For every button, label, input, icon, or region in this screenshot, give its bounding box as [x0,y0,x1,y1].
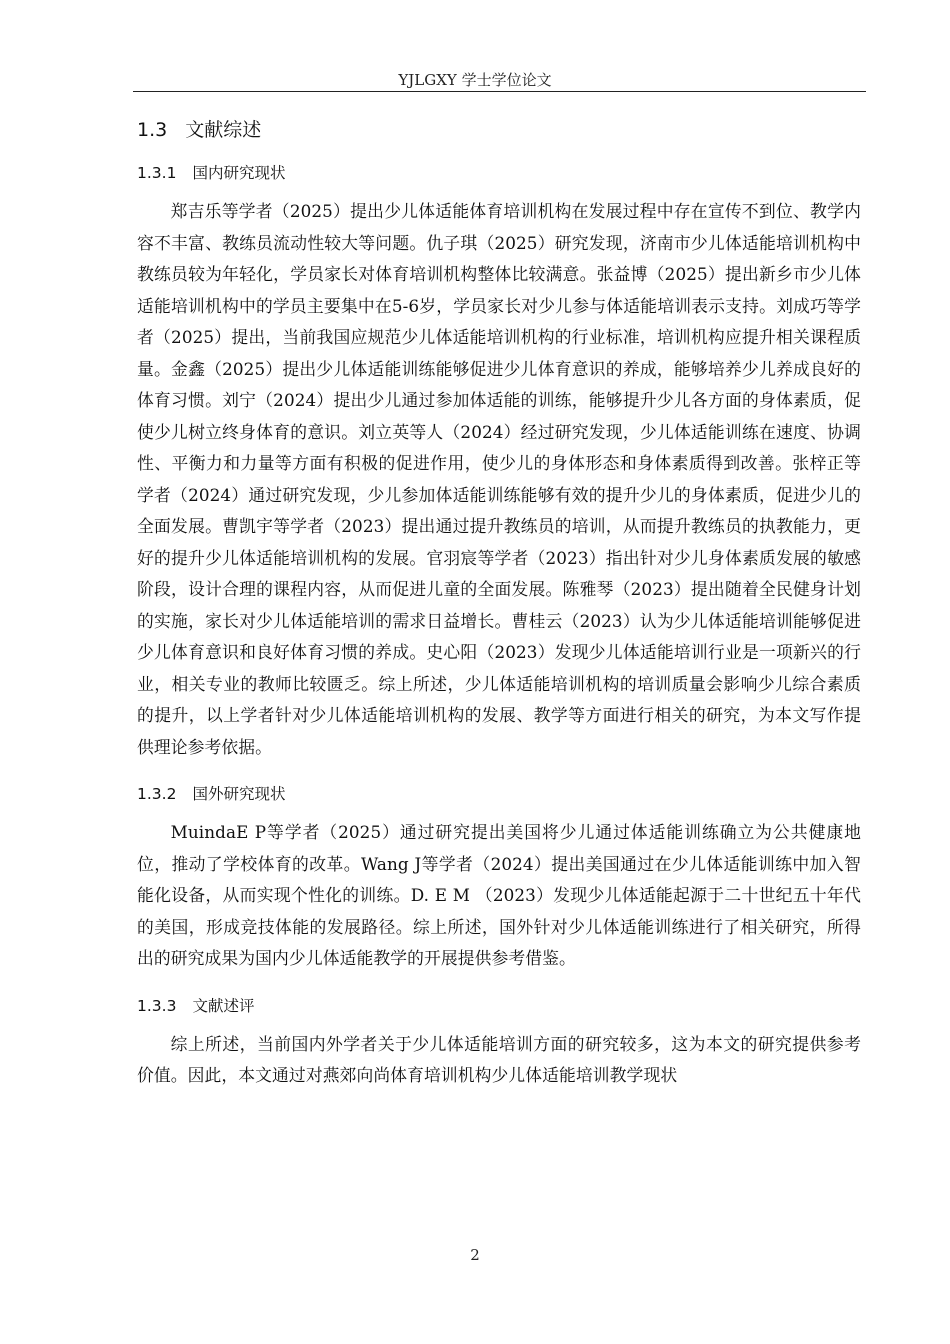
subsection-heading-domestic [137,160,861,186]
section-number: 1.3 [137,119,168,141]
section-title: 文献综述 [185,119,262,141]
subsection-title: 文献述评 [192,996,255,1015]
subsection-number: 1.3.1 [137,164,177,182]
header-divider [133,91,866,92]
paragraph-domestic-research: 郑吉乐等学者（2025）提出少儿体适能体育培训机构在发展过程中存在宣传不到位、教学内容不丰富、教练员流动性较大等问题。仇子琪（2025）研究发现，济南市少儿体适能培训机构中教练员较为年轻化，学员家长对体育培训机构整体比较满意。张益博（2025）提出新乡市少儿体适能培训机构中的学员主要集中在5-6岁，学员家长对少儿参与体适能培训表示支持。刘成巧等学者（2025）提出，当前我国应规范少儿体适能培训机构的行业标准，培训机构应提升相关课程质量。金鑫（2025）提出少儿体适能训练能够促进少儿体育意识的养成，能够培养少儿养成良好的体育习惯。刘宁（2024）提出少儿通过参加体适能的训练，能够提升少儿各方面的身体素质，促使少儿树立终身体育的意识。刘立英等人（2024）经过研究发现，少儿体适能训练在速度、协调性、平衡力和力量等方面有积极的促进作用，使少儿的身体形态和身体素质得到改善。张梓正等学者（2024）通过研究发现，少儿参加体适能训练能够有效的提升少儿的身体素质，促进少儿的全面发展。曹凯宇等学者（2023）提出通过提升教练员的培训，从而提升教练员的执教能力，更好的提升少儿体适能培训机构的发展。官羽宸等学者（2023）指出针对少儿身体素质发展的敏感阶段，设计合理的课程内容，从而促进儿童的全面发展。陈雅琴（2023）提出随着全民健身计划的实施，家长对少儿体适能培训的需求日益增长。曹桂云（2023）认为少儿体适能培训能够促进少儿体育意识和良好体育习惯的养成。史心阳（2023）发现少儿体适能培训行业是一项新兴的行业，相关专业的教师比较匮乏。综上所述，少儿体适能培训机构的培训质量会影响少儿综合素质的提升，以上学者针对少儿体适能培训机构的发展、教学等方面进行相关的研究，为本文写作提供理论参考依据。 [137,201,861,757]
subsection-title: 国外研究现状 [192,785,286,803]
subsection-heading-review [137,993,861,1019]
subsection-title: 国内研究现状 [192,164,286,182]
paragraph-literature-review: 综上所述，当前国内外学者关于少儿体适能培训方面的研究较多，这为本文的研究提供参考价值。因此，本文通过对燕郊向尚体育培训机构少儿体适能培训教学现状 [137,1033,861,1085]
subsection-number: 1.3.2 [137,785,177,803]
page-body [137,112,861,1092]
page-number: 2 [470,1246,480,1264]
subsection-heading-foreign [137,781,861,807]
running-header: YJLGXY 学士学位论文 [398,71,552,89]
subsection-number: 1.3.3 [137,996,177,1015]
paragraph-foreign-research: MuindaE P等学者（2025）通过研究提出美国将少儿通过体适能训练确立为公共健康地位，推动了学校体育的改革。Wang J等学者（2024）提出美国通过在少儿体适能训练中加入智能化设备，从而实现个性化的训练。D. E M （2023）发现少儿体适能起源于二十世纪五十年代的美国，形成竞技体能的发展路径。综上所述，国外针对少儿体适能训练进行了相关研究，所得出的研究成果为国内少儿体适能教学的开展提供参考借鉴。 [137,822,861,968]
section-heading [137,112,861,148]
